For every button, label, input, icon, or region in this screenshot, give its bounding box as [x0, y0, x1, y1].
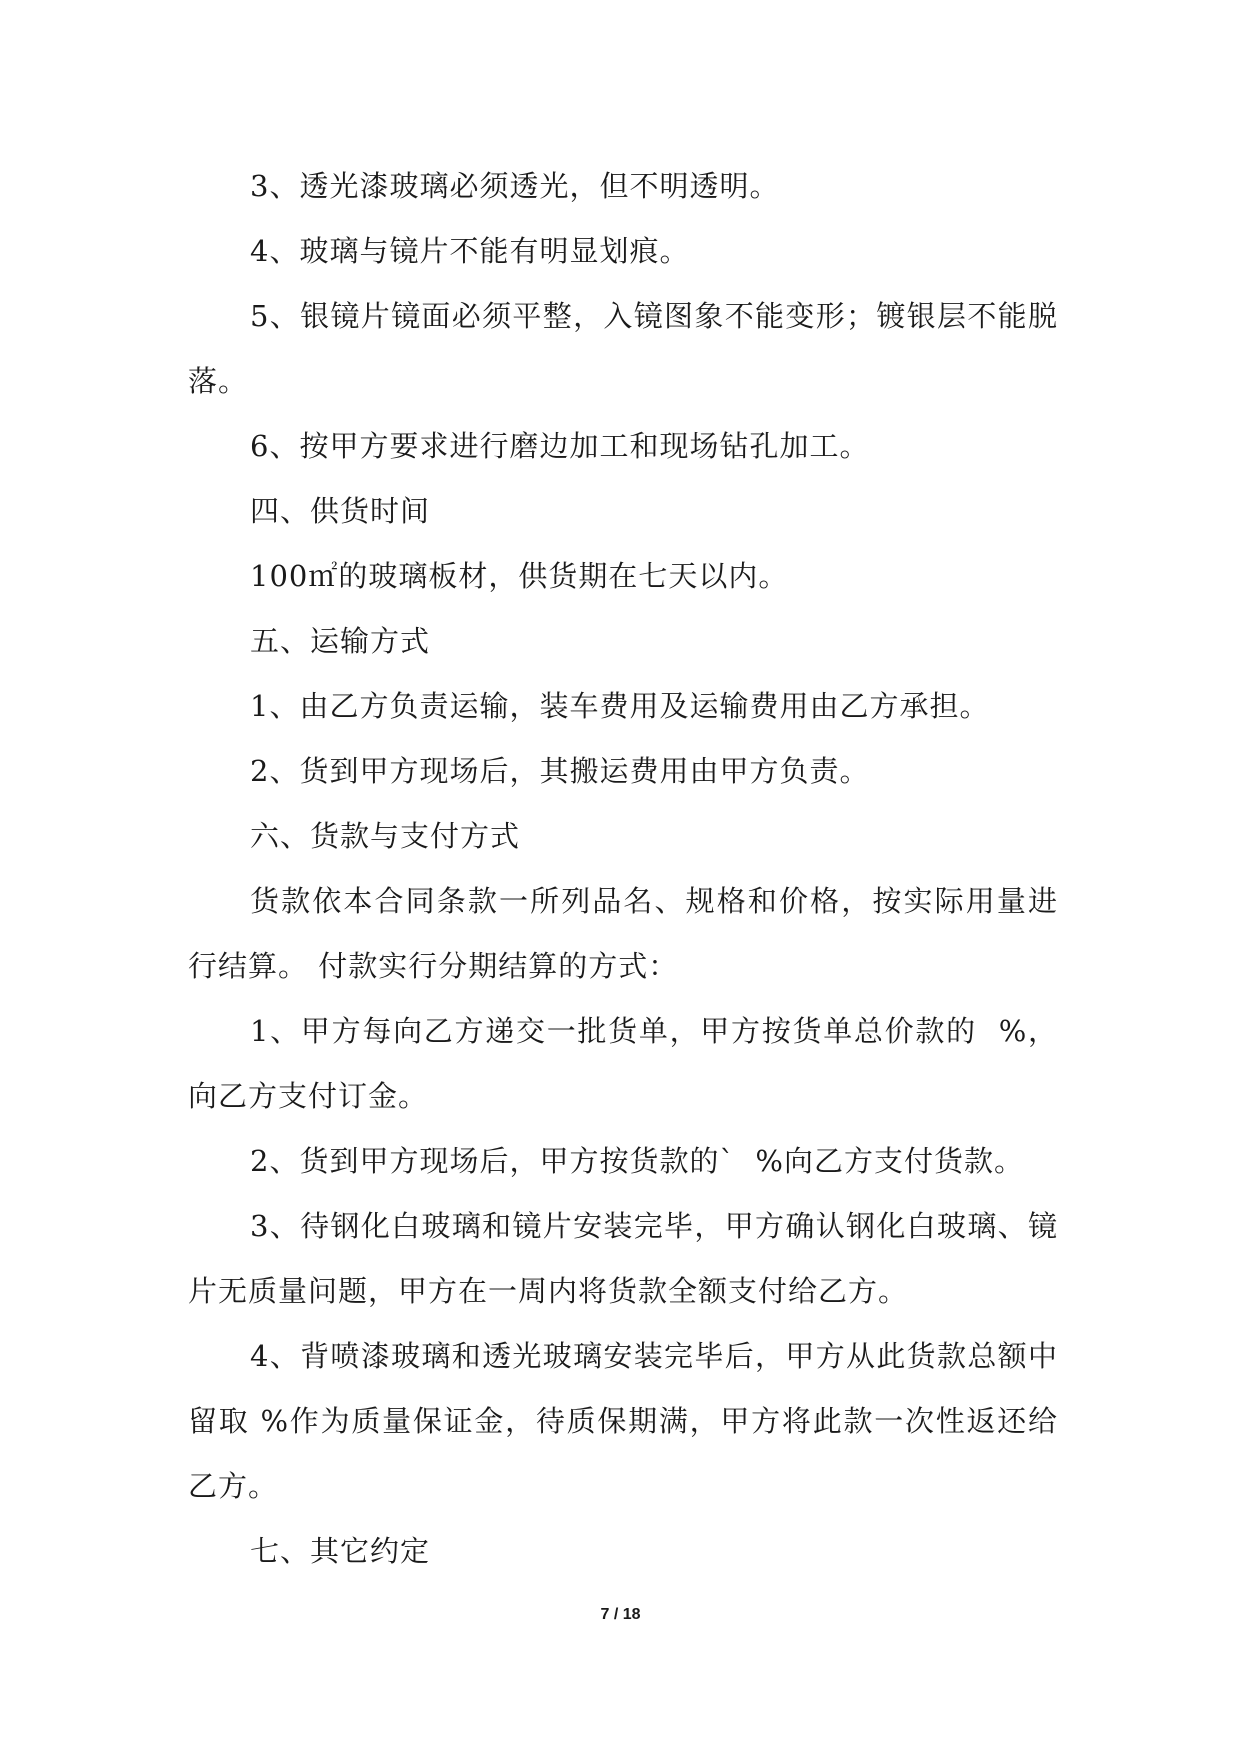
paragraph: 3、待钢化白玻璃和镜片安装完毕，甲方确认钢化白玻璃、镜片无质量问题，甲方在一周内将货款全额支付给乙方。 — [188, 1209, 1058, 1308]
section-heading: 六、货款与支付方式 — [250, 819, 521, 853]
paragraph: 100㎡的玻璃板材，供货期在七天以内。 — [250, 559, 789, 593]
document-body — [188, 154, 1058, 1584]
paragraph: 1、由乙方负责运输，装车费用及运输费用由乙方承担。 — [250, 689, 990, 723]
paragraph: 货款依本合同条款一所列品名、规格和价格，按实际用量进行结算。 付款实行分期结算的方式： — [188, 884, 1058, 983]
paragraph: 6、按甲方要求进行磨边加工和现场钻孔加工。 — [250, 429, 870, 463]
section-heading: 五、运输方式 — [250, 624, 431, 658]
paragraph: 3、透光漆玻璃必须透光，但不明透明。 — [250, 169, 780, 203]
paragraph: 2、货到甲方现场后，其搬运费用由甲方负责。 — [250, 754, 870, 788]
paragraph: 1、甲方每向乙方递交一批货单，甲方按货单总价款的 %，向乙方支付订金。 — [188, 1014, 1058, 1113]
paragraph: 4、背喷漆玻璃和透光玻璃安装完毕后，甲方从此货款总额中留取 %作为质量保证金，待质保期满，甲方将此款一次性返还给乙方。 — [188, 1339, 1058, 1503]
section-heading: 四、供货时间 — [250, 494, 431, 528]
paragraph: 2、货到甲方现场后，甲方按货款的` %向乙方支付货款。 — [250, 1144, 1024, 1178]
section-heading: 七、其它约定 — [250, 1534, 431, 1568]
page-number: 7 / 18 — [600, 1606, 641, 1623]
paragraph: 4、玻璃与镜片不能有明显划痕。 — [250, 234, 690, 268]
paragraph: 5、银镜片镜面必须平整，入镜图象不能变形；镀银层不能脱落。 — [188, 299, 1058, 398]
